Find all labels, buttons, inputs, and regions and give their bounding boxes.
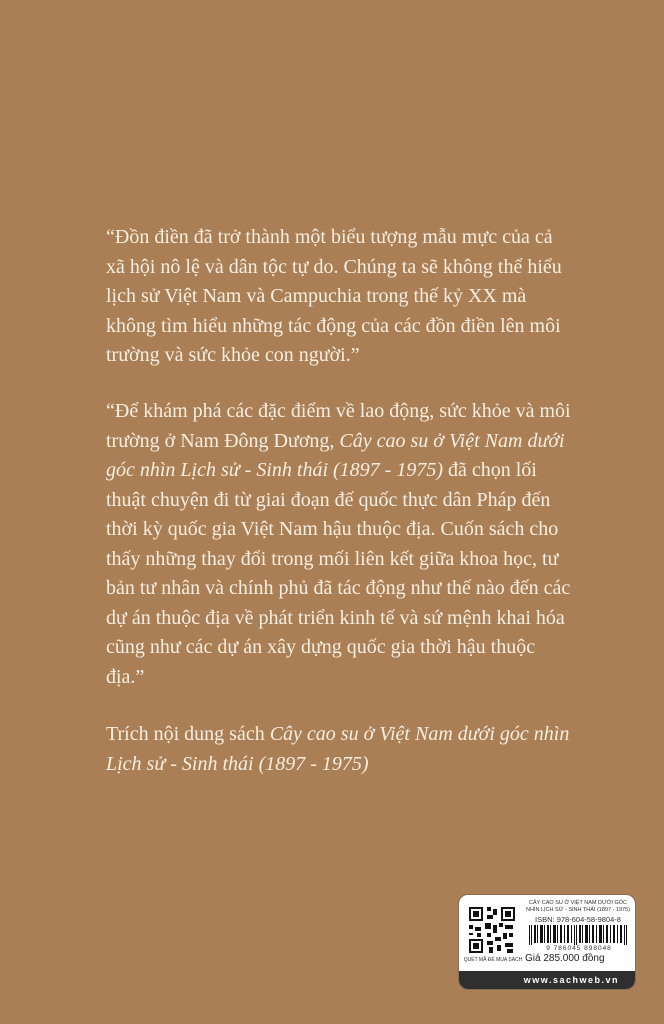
barcode-sticker	[459, 895, 635, 989]
qr-code-icon[interactable]	[467, 905, 517, 955]
website-bar	[459, 971, 635, 989]
quote-2-part-2: đã chọn lối thuật chuyện đi từ giai đoạn đế quốc thực dân Pháp đến thời kỳ quốc gia Việt Nam hậu thuộc địa. Cuốn sách cho thấy những thay đổi trong mối liên kết giữa khoa học, tư bản tư nhân và chính phủ đã tác động như thế nào đến các dự án thuộc địa về phát triển kinh tế và sứ mệnh khai hóa cũng như các dự án xây dựng quốc gia thời hậu thuộc địa.”	[106, 459, 571, 688]
quote-paragraph-2	[106, 397, 576, 692]
price-label: Giá 285.000 đồng	[525, 953, 605, 964]
sticker-book-title: CÂY CAO SU Ở VIỆT NAM DƯỚI GÓC NHÌN LỊCH SỬ - SINH THÁI (1897 - 1975)	[526, 900, 630, 913]
barcode-number: 9 786045 898048	[546, 945, 612, 952]
quote-2-part-1: “Để khám phá các đặc điểm về lao động, sức khỏe và môi trường ở Nam Đông Dương,	[106, 400, 571, 452]
quote-1-text: “Đồn điền đã trở thành một biểu tượng mẫu mực của cả xã hội nô lệ và dân tộc tự do. Chúng ta sẽ không thể hiểu lịch sử Việt Nam và Campuchia trong thế kỷ XX mà không tìm hiểu những tác động của các đồn điền lên môi trường và sức khỏe con người.”	[106, 226, 562, 366]
isbn-label: ISBN: 978-604-58-9804-8	[535, 915, 621, 924]
qr-label: QUÉT MÃ ĐỂ MUA SÁCH	[463, 957, 523, 963]
excerpt-prefix: Trích nội dung sách	[106, 723, 270, 745]
barcode-icon	[527, 925, 631, 945]
website-link[interactable]: www.sachweb.vn	[523, 975, 619, 985]
excerpt-credit	[106, 720, 576, 779]
quote-2-book-title: Cây cao su ở Việt Nam dưới góc nhìn Lịch sử - Sinh thái (1897 - 1975)	[106, 429, 565, 481]
excerpt-book-title: Cây cao su ở Việt Nam dưới góc nhìn Lịch sử - Sinh thái (1897 - 1975)	[106, 723, 570, 775]
quote-paragraph-1	[106, 223, 576, 371]
